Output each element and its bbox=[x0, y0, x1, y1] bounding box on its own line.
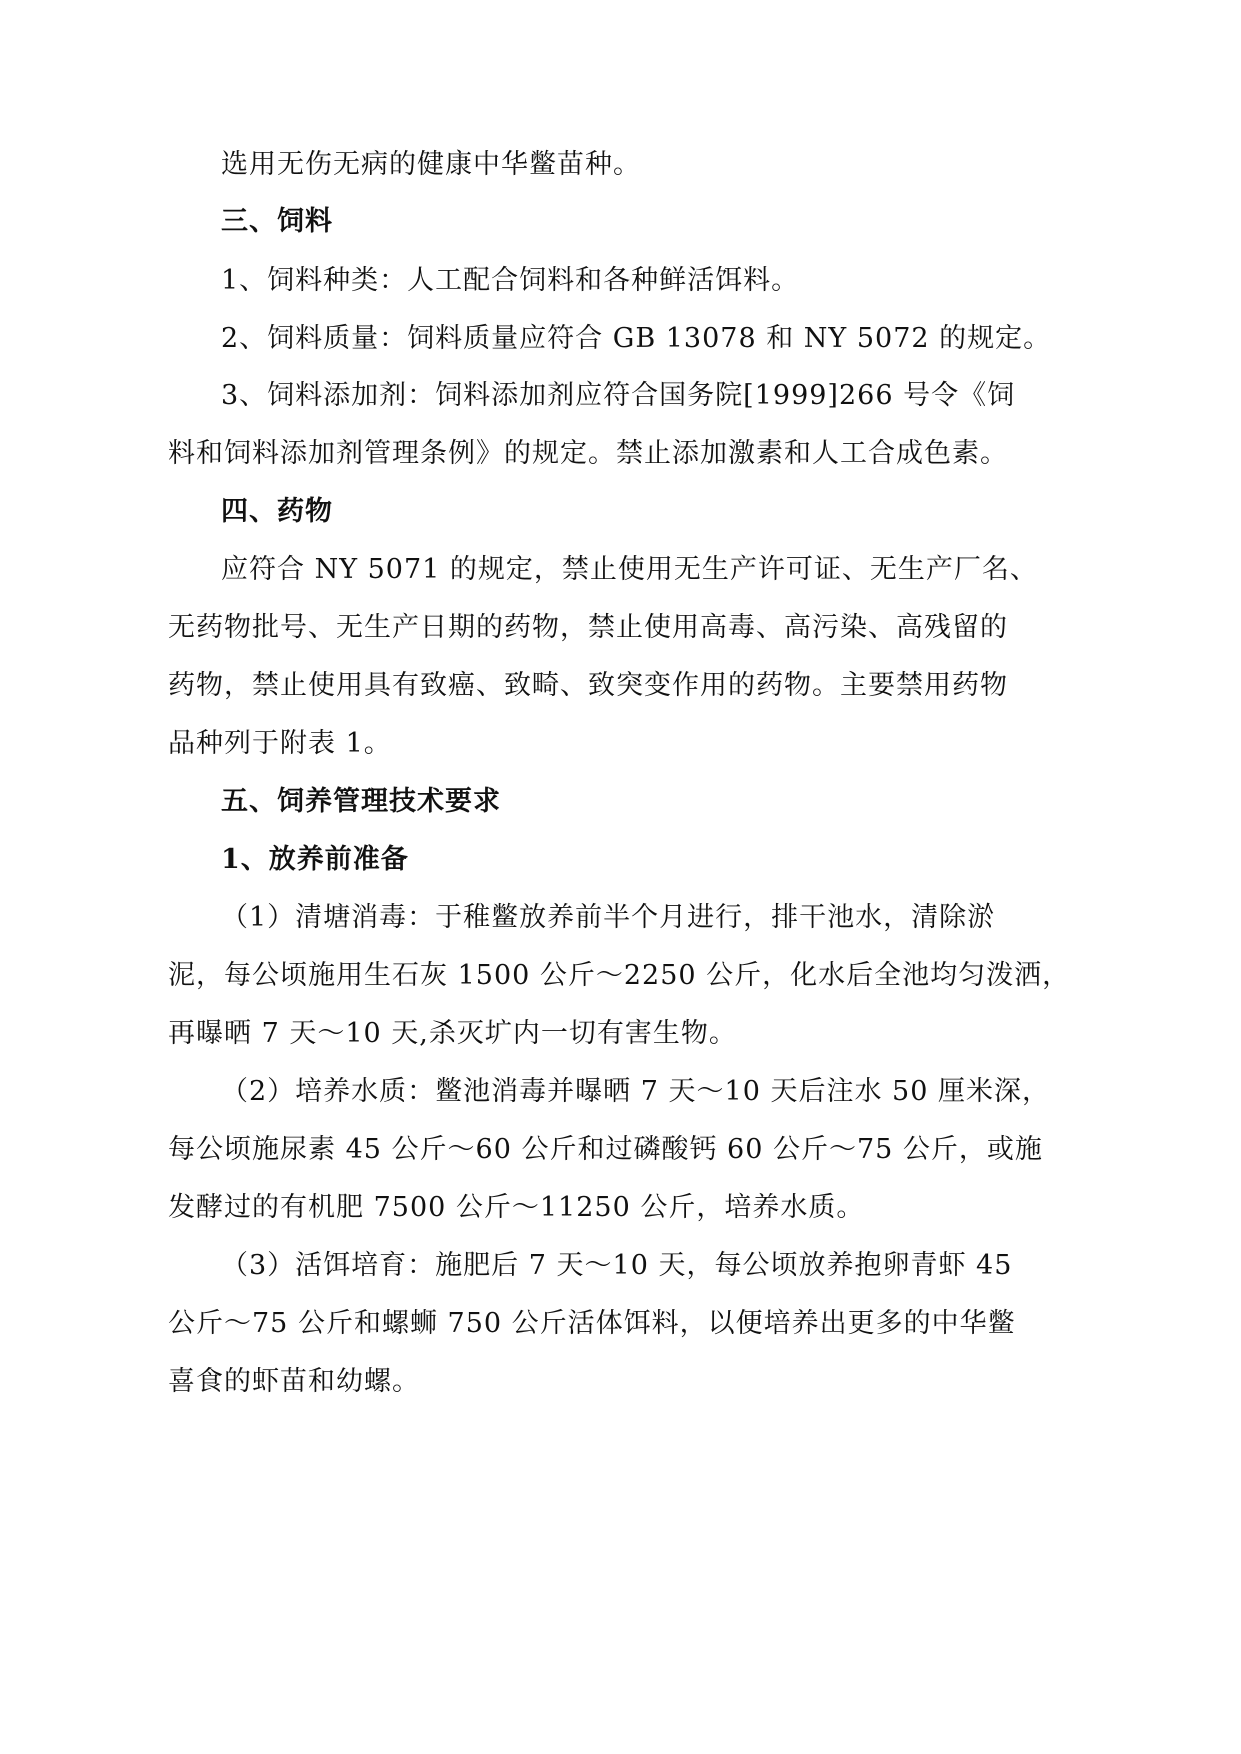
paragraph-line: 发酵过的有机肥 7500 公斤～11250 公斤，培养水质。 bbox=[168, 1192, 865, 1223]
paragraph-line: 公斤～75 公斤和螺蛳 750 公斤活体饵料，以便培养出更多的中华鳖 bbox=[168, 1308, 1016, 1339]
paragraph-line: （2）培养水质：鳖池消毒并曝晒 7 天～10 天后注水 50 厘米深， bbox=[221, 1076, 1050, 1107]
paragraph-line: 2、饲料质量：饲料质量应符合 GB 13078 和 NY 5072 的规定。 bbox=[221, 323, 1052, 354]
paragraph-line: 1、饲料种类：人工配合饲料和各种鲜活饵料。 bbox=[221, 265, 800, 296]
paragraph-line: 喜食的虾苗和幼螺。 bbox=[168, 1366, 420, 1397]
paragraph-line: 泥，每公顷施用生石灰 1500 公斤～2250 公斤，化水后全池均匀泼洒， bbox=[168, 960, 1071, 991]
paragraph-line: 应符合 NY 5071 的规定，禁止使用无生产许可证、无生产厂名、 bbox=[221, 554, 1038, 585]
section-heading-drugs: 四、药物 bbox=[221, 496, 333, 527]
subsection-heading-preparation: 1、放养前准备 bbox=[221, 844, 409, 875]
paragraph-line: 品种列于附表 1。 bbox=[168, 728, 392, 759]
section-heading-management: 五、饲养管理技术要求 bbox=[221, 786, 501, 817]
paragraph-line: 料和饲料添加剂管理条例》的规定。禁止添加激素和人工合成色素。 bbox=[168, 438, 1008, 469]
paragraph-line: 选用无伤无病的健康中华鳖苗种。 bbox=[221, 149, 641, 180]
paragraph-line: 无药物批号、无生产日期的药物，禁止使用高毒、高污染、高残留的 bbox=[168, 612, 1008, 643]
section-heading-feed: 三、饲料 bbox=[221, 206, 333, 237]
paragraph-line: 3、饲料添加剂：饲料添加剂应符合国务院[1999]266 号令《饲 bbox=[221, 380, 1016, 411]
paragraph-line: （3）活饵培育：施肥后 7 天～10 天，每公顷放养抱卵青虾 45 bbox=[221, 1250, 1013, 1281]
paragraph-line: 每公顷施尿素 45 公斤～60 公斤和过磷酸钙 60 公斤～75 公斤，或施 bbox=[168, 1134, 1043, 1165]
paragraph-line: 药物，禁止使用具有致癌、致畸、致突变作用的药物。主要禁用药物 bbox=[168, 670, 1008, 701]
paragraph-line: 再曝晒 7 天～10 天,杀灭圹内一切有害生物。 bbox=[168, 1018, 737, 1049]
paragraph-line: （1）清塘消毒：于稚鳖放养前半个月进行，排干池水，清除淤 bbox=[221, 902, 996, 933]
